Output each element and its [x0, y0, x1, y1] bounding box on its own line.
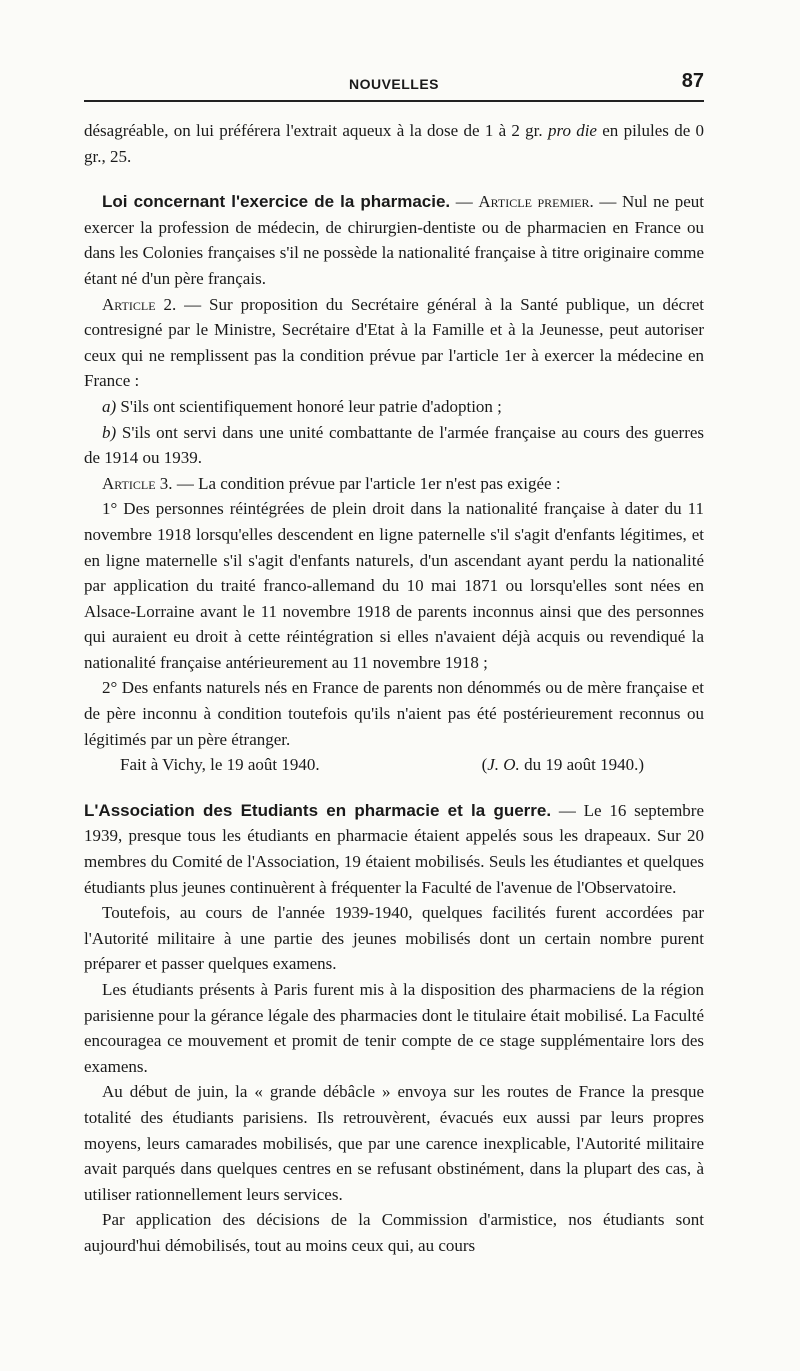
list-item-1: 1° Des personnes réintégrées de plein droit dans la nationalité française à dater du 11 novembre 1918 lorsqu'elles descendent en ligne paternelle s'il s'agit d'enfants légitimes, et en ligne maternelle s'il s'agit d'enfants naturels, d'un ascendant ayant perdu la nationalité par application du traité franco-allemand du 10 mai 1871 ou lorsqu'elles sont nées en Alsace-Lorraine avant le 11 novembre 1918 de parents inconnus ainsi que des personnes qui auraient eu droit à cette réintégration si elles n'avaient déjà acquis ou revendiqué la nationalité française antérieurement au 11 novembre 1918 ; — [84, 499, 704, 672]
association-paragraph-5: Par application des décisions de la Commission d'armistice, nos étudiants sont aujourd'hui démobilisés, tout au moins ceux qui, au cours — [84, 1210, 704, 1255]
paragraph-continuation — [84, 118, 704, 169]
section-heading-association: L'Association des Etudiants en pharmacie et la guerre. — [84, 800, 552, 820]
source-reference: (J. O. du 19 août 1940.) — [481, 755, 644, 775]
item-label: a) — [102, 396, 117, 416]
article-text: — Sur proposition du Secrétaire général à la Santé publique, un décret contresigné par le Ministre, Secrétaire d'Etat à la Famille et à la Jeunesse, peut autoriser ceux qui ne remplissent pas la condition prévue par l'article 1er à exercer la médecine en France : — [84, 294, 705, 391]
italic-text: pro die — [547, 121, 597, 140]
list-item-b — [84, 420, 704, 471]
law-article-1 — [84, 189, 704, 291]
source-journal: J. O. — [487, 755, 520, 775]
association-paragraph-3: Les étudiants présents à Paris furent mis à la disposition des pharmaciens de la région parisienne pour la gérance légale des pharmacies dont le titulaire était mobilisé. La Faculté encouragea ce mouvement et promit de tenir compte de ce stage supplémentaire lors des examens. — [84, 980, 704, 1076]
article-text: — Nul ne peut exercer la profession de médecin, de chirurgien-dentiste ou de pharmacien en France ou dans les Colonies françaises s'il ne possède la nationalité française à titre originaire comme étant né d'un père français. — [84, 192, 705, 288]
article-label: Article premier. — [478, 192, 594, 212]
item-text: S'ils ont servi dans une unité combattante de l'armée française au cours des guerres de 1914 ou 1939. — [84, 422, 705, 468]
signature-line — [84, 752, 704, 778]
continuation-text: désagréable, on lui préférera l'extrait aqueux à la dose de 1 à 2 gr. — [84, 121, 543, 140]
law-article-3 — [84, 471, 704, 497]
article-label: Article 2. — [102, 294, 177, 314]
law-article-2 — [84, 292, 704, 394]
page-number: 87 — [681, 70, 704, 92]
section-heading-law: Loi concernant l'exercice de la pharmacie. — [102, 192, 451, 212]
item-text: S'ils ont scientifiquement honoré leur patrie d'adoption ; — [120, 396, 502, 416]
association-paragraph-2: Toutefois, au cours de l'année 1939-1940, quelques facilités furent accordées par l'Autorité militaire à une partie des jeunes mobilisés dont un certain nombre purent préparer et passer quelques examens. — [84, 903, 704, 974]
association-paragraph-1 — [84, 798, 704, 900]
running-head: NOUVELLES — [348, 76, 440, 92]
dash: — — [450, 192, 479, 212]
continuation-text-2: en pilules de 0 gr., 25. — [84, 121, 705, 166]
list-item-a — [84, 394, 704, 420]
article-text: — La condition prévue par l'article 1er n'est pas exigée : — [176, 473, 561, 493]
page-header — [84, 70, 704, 102]
page-body — [84, 118, 704, 1259]
item-label: b) — [102, 422, 117, 442]
association-paragraph-4: Au début de juin, la « grande débâcle » envoya sur les routes de France la presque totalité des étudiants parisiens. Ils retrouvèrent, évacués eux aussi par leurs propres moyens, leurs camarades mobilisés, que par une carence inexplicable, l'Autorité militaire avait parqués dans quelques centres en se refusant obstinément, dans la plupart des cas, à utiliser rationnellement leurs services. — [84, 1082, 704, 1204]
signed-place-date: Fait à Vichy, le 19 août 1940. — [120, 755, 320, 775]
article-label: Article 3. — [102, 473, 173, 493]
paragraph-text: — Le 16 septembre 1939, presque tous les étudiants en pharmacie étaient appelés sous les drapeaux. Sur 20 membres du Comité de l'Association, 19 étaient mobilisés. Seuls les étudiantes et quelques étudiants plus jeunes continuèrent à fréquenter la Faculté de l'avenue de l'Observatoire. — [84, 800, 704, 897]
list-item-2: 2° Des enfants naturels nés en France de parents non dénommés ou de mère française et de père inconnu à condition toutefois qu'ils n'aient pas été postérieurement reconnus ou légitimés par un père étranger. — [84, 678, 704, 749]
